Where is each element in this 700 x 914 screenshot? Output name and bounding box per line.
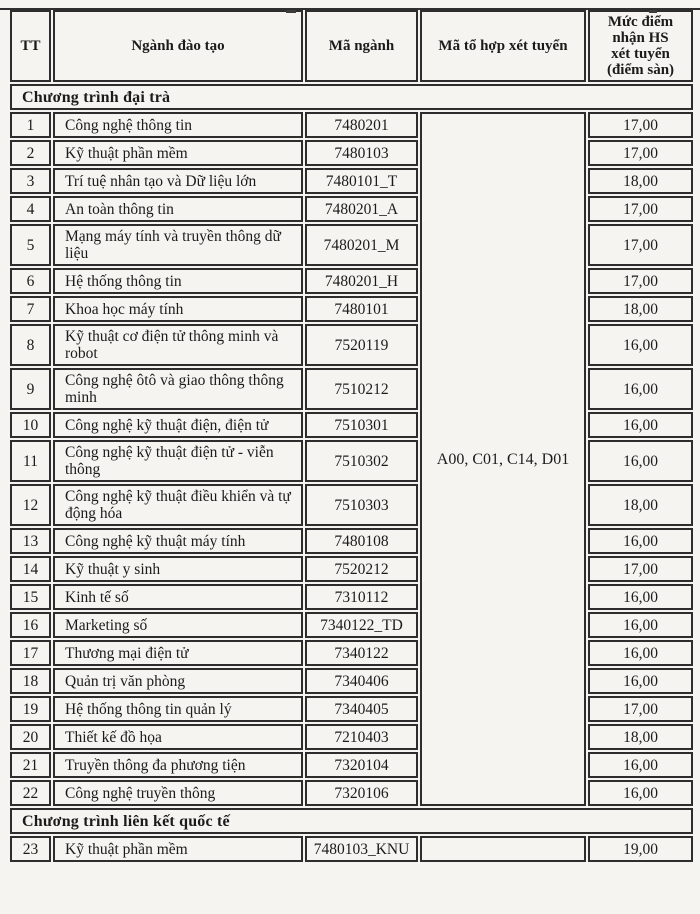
table-row: [10, 584, 693, 610]
cell-major-name: Kỹ thuật y sinh: [53, 556, 303, 582]
score-header-line: nhận HS: [612, 30, 669, 46]
cell-major-name: Marketing số: [53, 612, 303, 638]
cell-major-name: Công nghệ kỹ thuật máy tính: [53, 528, 303, 554]
cell-score: 17,00: [588, 196, 693, 222]
cell-major-name: Kỹ thuật phần mềm: [53, 836, 303, 862]
table-body: [10, 84, 693, 862]
column-header-nganh: Ngành đào tạo: [53, 10, 303, 82]
cell-tt: 17: [10, 640, 51, 666]
cell-tt: 8: [10, 324, 51, 366]
cell-major-name: Kỹ thuật phần mềm: [53, 140, 303, 166]
table-row: [10, 112, 693, 138]
cell-major-code: 7340405: [305, 696, 418, 722]
cell-tt: 21: [10, 752, 51, 778]
score-header-line: xét tuyển: [611, 46, 670, 62]
cell-tt: 2: [10, 140, 51, 166]
cell-tt: 4: [10, 196, 51, 222]
scan-artifact-mark: [649, 10, 657, 13]
cell-major-code: 7510302: [305, 440, 418, 482]
cell-major-name: Kinh tế số: [53, 584, 303, 610]
cell-tt: 11: [10, 440, 51, 482]
cell-major-code: 7480101: [305, 296, 418, 322]
score-header-line: Mức điểm: [607, 14, 674, 30]
cell-score: 16,00: [588, 324, 693, 366]
cell-tt: 15: [10, 584, 51, 610]
table-row: [10, 668, 693, 694]
cell-major-name: Công nghệ thông tin: [53, 112, 303, 138]
cell-major-code: 7320106: [305, 780, 418, 806]
cell-score: 18,00: [588, 484, 693, 526]
table-row: [10, 412, 693, 438]
cell-score: 17,00: [588, 224, 693, 266]
cell-major-name: An toàn thông tin: [53, 196, 303, 222]
section-title: Chương trình đại trà: [10, 84, 693, 110]
cell-score: 18,00: [588, 168, 693, 194]
cell-score: 16,00: [588, 752, 693, 778]
header-row: [10, 10, 693, 82]
cell-major-name: Trí tuệ nhân tạo và Dữ liệu lớn: [53, 168, 303, 194]
cell-tt: 12: [10, 484, 51, 526]
cell-major-code: 7480201: [305, 112, 418, 138]
table-row: [10, 140, 693, 166]
table-row: [10, 612, 693, 638]
cell-tt: 10: [10, 412, 51, 438]
section-title: Chương trình liên kết quốc tế: [10, 808, 693, 834]
table-row: [10, 168, 693, 194]
table-row: [10, 780, 693, 806]
cell-tt: 1: [10, 112, 51, 138]
table-row: [10, 484, 693, 526]
cell-tt: 20: [10, 724, 51, 750]
cell-tt: 16: [10, 612, 51, 638]
cell-score: 17,00: [588, 268, 693, 294]
cell-major-code: 7340122: [305, 640, 418, 666]
cell-score: 16,00: [588, 668, 693, 694]
cell-tt: 18: [10, 668, 51, 694]
table-row: [10, 368, 693, 410]
section-header-row: [10, 84, 693, 110]
table-row: [10, 556, 693, 582]
cell-major-code: 7480103_KNU: [305, 836, 418, 862]
table-row: [10, 836, 693, 862]
cell-score: 18,00: [588, 296, 693, 322]
cell-tt: 19: [10, 696, 51, 722]
cell-score: 16,00: [588, 440, 693, 482]
cell-major-code: 7480201_H: [305, 268, 418, 294]
cell-score: 17,00: [588, 696, 693, 722]
cell-major-name: Truyền thông đa phương tiện: [53, 752, 303, 778]
column-header-to-hop: Mã tổ hợp xét tuyển: [420, 10, 586, 82]
cell-tt: 7: [10, 296, 51, 322]
column-header-diem: [588, 10, 693, 82]
table-row: [10, 752, 693, 778]
table-row: [10, 196, 693, 222]
cell-major-code: 7320104: [305, 752, 418, 778]
cell-major-name: Quản trị văn phòng: [53, 668, 303, 694]
cell-major-name: Thiết kế đồ họa: [53, 724, 303, 750]
cell-major-name: Công nghệ kỹ thuật điều khiển và tự động hóa: [53, 484, 303, 526]
cell-major-code: 7520119: [305, 324, 418, 366]
cell-major-code: 7510303: [305, 484, 418, 526]
scan-artifact-bar: [0, 8, 700, 10]
cell-major-name: Hệ thống thông tin quản lý: [53, 696, 303, 722]
column-header-ma-nganh: Mã ngành: [305, 10, 418, 82]
cell-score: 16,00: [588, 528, 693, 554]
cell-score: 16,00: [588, 584, 693, 610]
cell-score: 17,00: [588, 112, 693, 138]
table-row: [10, 296, 693, 322]
cell-tt: 6: [10, 268, 51, 294]
cell-major-code: 7480103: [305, 140, 418, 166]
cell-score: 17,00: [588, 556, 693, 582]
section-header-row: [10, 808, 693, 834]
cell-tt: 22: [10, 780, 51, 806]
cell-major-code: 7210403: [305, 724, 418, 750]
table-row: [10, 268, 693, 294]
cell-score: 16,00: [588, 780, 693, 806]
cell-major-code: 7310112: [305, 584, 418, 610]
cell-tt: 14: [10, 556, 51, 582]
cell-major-code: 7510212: [305, 368, 418, 410]
cell-combo: [420, 836, 586, 862]
cell-score: 16,00: [588, 640, 693, 666]
cell-major-code: 7340406: [305, 668, 418, 694]
cell-major-code: 7480201_M: [305, 224, 418, 266]
cell-major-code: 7480101_T: [305, 168, 418, 194]
cell-tt: 5: [10, 224, 51, 266]
table-row: [10, 440, 693, 482]
cell-combo: A00, C01, C14, D01: [420, 112, 586, 806]
cell-major-name: Kỹ thuật cơ điện tử thông minh và robot: [53, 324, 303, 366]
cell-major-name: Công nghệ kỹ thuật điện tử - viễn thông: [53, 440, 303, 482]
table-row: [10, 324, 693, 366]
cell-tt: 3: [10, 168, 51, 194]
cell-major-name: Công nghệ ôtô và giao thông thông minh: [53, 368, 303, 410]
cell-major-code: 7480108: [305, 528, 418, 554]
cell-major-name: Thương mại điện tử: [53, 640, 303, 666]
cell-major-name: Mạng máy tính và truyền thông dữ liệu: [53, 224, 303, 266]
cell-tt: 9: [10, 368, 51, 410]
cell-score: 16,00: [588, 612, 693, 638]
column-header-tt: TT: [10, 10, 51, 82]
document-page: [0, 8, 700, 914]
cell-major-code: 7480201_A: [305, 196, 418, 222]
table-row: [10, 224, 693, 266]
score-header-line: (điểm sàn): [606, 62, 675, 78]
cell-score: 17,00: [588, 140, 693, 166]
cell-major-code: 7510301: [305, 412, 418, 438]
cell-major-code: 7340122_TD: [305, 612, 418, 638]
cell-major-name: Công nghệ truyền thông: [53, 780, 303, 806]
admissions-table: [8, 8, 695, 864]
cell-major-code: 7520212: [305, 556, 418, 582]
cell-tt: 23: [10, 836, 51, 862]
cell-score: 16,00: [588, 412, 693, 438]
table-row: [10, 696, 693, 722]
cell-major-name: Hệ thống thông tin: [53, 268, 303, 294]
cell-score: 18,00: [588, 724, 693, 750]
table-row: [10, 528, 693, 554]
scan-artifact-mark: [286, 10, 296, 13]
cell-major-name: Khoa học máy tính: [53, 296, 303, 322]
cell-score: 19,00: [588, 836, 693, 862]
cell-score: 16,00: [588, 368, 693, 410]
table-row: [10, 724, 693, 750]
cell-major-name: Công nghệ kỹ thuật điện, điện tử: [53, 412, 303, 438]
table-row: [10, 640, 693, 666]
cell-tt: 13: [10, 528, 51, 554]
